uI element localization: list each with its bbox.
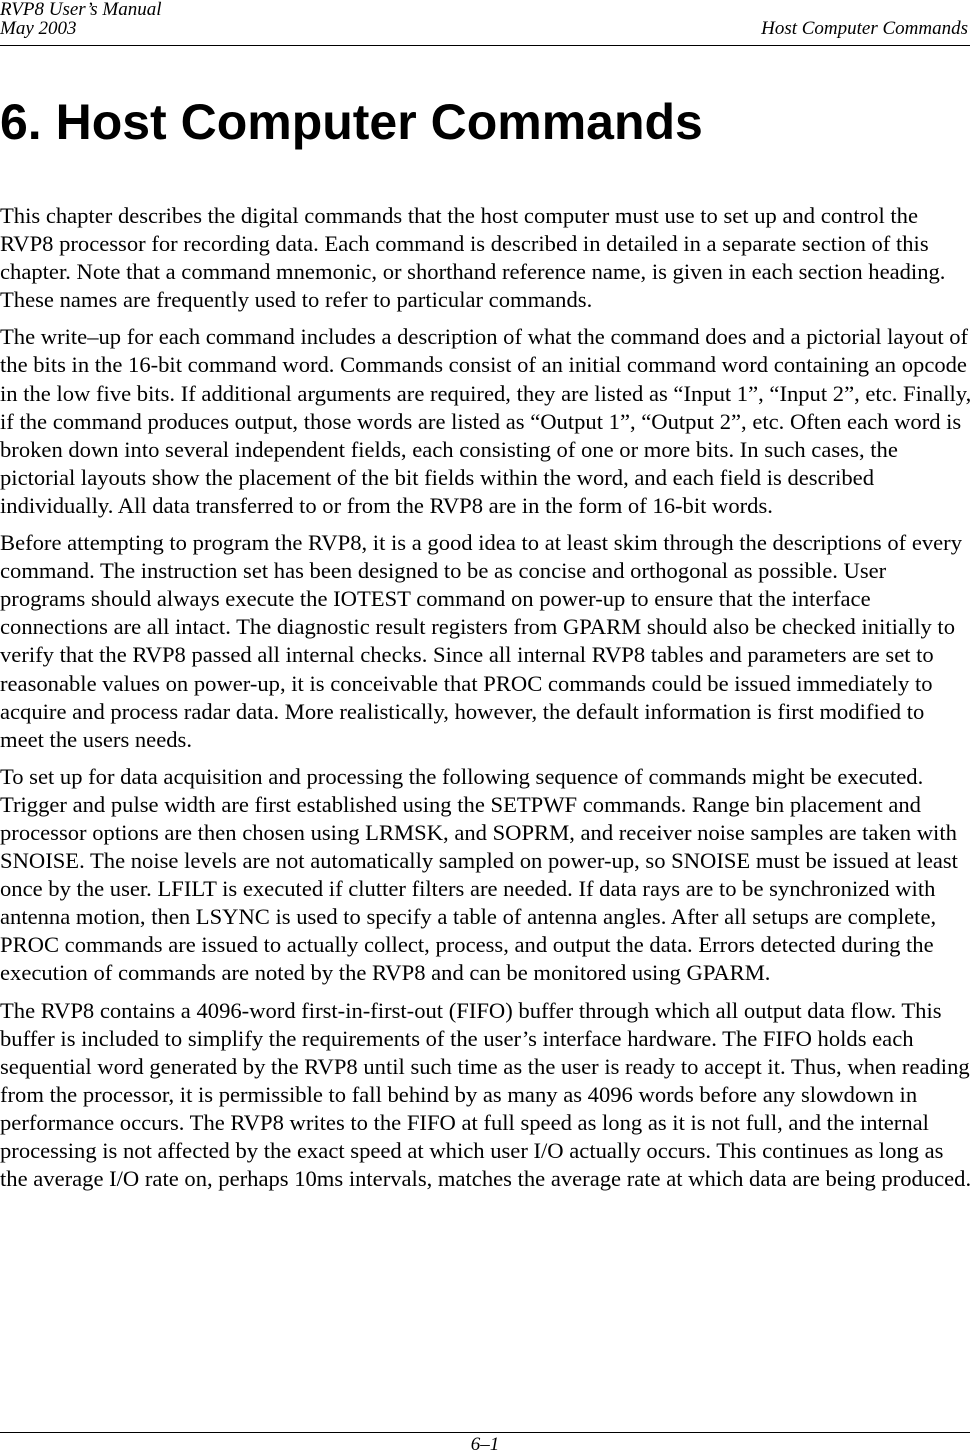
paragraph: This chapter describes the digital commands that the host computer must use to set up and control the RVP8 processor for recording data. Each command is described in detailed in a separate section of this chapter. Note that a command mnemonic, or shorthand reference name, is given in each section heading. These names are frequently used to refer to particular commands.: [0, 203, 946, 313]
page-number: 6–1: [470, 1434, 500, 1455]
page-header: [0, 0, 970, 46]
paragraph: The write–up for each command includes a description of what the command does and a pictorial layout of the bits in the 16-bit command word. Commands consist of an initial command word containing an opcode in the low five bits. If additional arguments are required, they are listed as “Input 1”, “Input 2”, etc. Finally, if the command produces output, those words are listed as “Output 1”, “Output 2”, etc. Often each word is broken down into several independent fields, each consisting of one or more bits. In such cases, the pictorial layouts show the placement of the bit fields within the word, and each field is described individually. All data transferred to or from the RVP8 are in the form of 16-bit words.: [0, 324, 972, 518]
chapter-title: 6. Host Computer Commands: [0, 94, 703, 150]
paragraph: To set up for data acquisition and processing the following sequence of commands might be executed. Trigger and pulse width are first established using the SETPWF commands. Range bin placement and processor options are then chosen using LRMSK, and SOPRM, and receiver noise samples are taken with SNOISE. The noise levels are not automatically sampled on power-up, so SNOISE must be issued at least once by the user. LFILT is executed if clutter filters are needed. If data rays are to be synchronized with antenna motion, then LSYNC is used to specify a table of antenna angles. After all setups are complete, PROC commands are issued to actually collect, process, and output the data. Errors detected during the execution of commands are noted by the RVP8 and can be monitored using GPARM.: [0, 763, 958, 986]
manual-title: RVP8 User’s Manual: [0, 0, 162, 20]
page-footer: [0, 1432, 970, 1455]
paragraph: The RVP8 contains a 4096-word first-in-first-out (FIFO) buffer through which all output data flow. This buffer is included to simplify the requirements of the user’s interface hardware. The FIFO holds each sequential word generated by the RVP8 until such time as the user is ready to accept it. Thus, when reading from the processor, it is permissible to fall behind by as many as 4096 words before any slowdown in performance occurs. The RVP8 writes to the FIFO at full speed as long as it is not full, and the internal processing is not affected by the exact speed at which user I/O actually occurs. This continues as long as the average I/O rate on, perhaps 10ms intervals, matches the average rate at which data are being produced.: [0, 997, 972, 1192]
chapter-body: [0, 202, 972, 1202]
header-left: [0, 0, 162, 38]
section-title: Host Computer Commands: [761, 18, 968, 39]
paragraph: Before attempting to program the RVP8, it is a good idea to at least skim through the descriptions of every command. The instruction set has been designed to be as concise and orthogonal as possible. User programs should always execute the IOTEST command on power-up to ensure that the interface connections are all intact. The diagnostic result registers from GPARM should also be checked initially to verify that the RVP8 passed all internal checks. Since all internal RVP8 tables and parameters are set to reasonable values on power-up, it is conceivable that PROC commands could be issued immediately to acquire and process radar data. More realistically, however, the default information is first modified to meet the users needs.: [0, 530, 962, 752]
header-date: May 2003: [0, 18, 77, 39]
